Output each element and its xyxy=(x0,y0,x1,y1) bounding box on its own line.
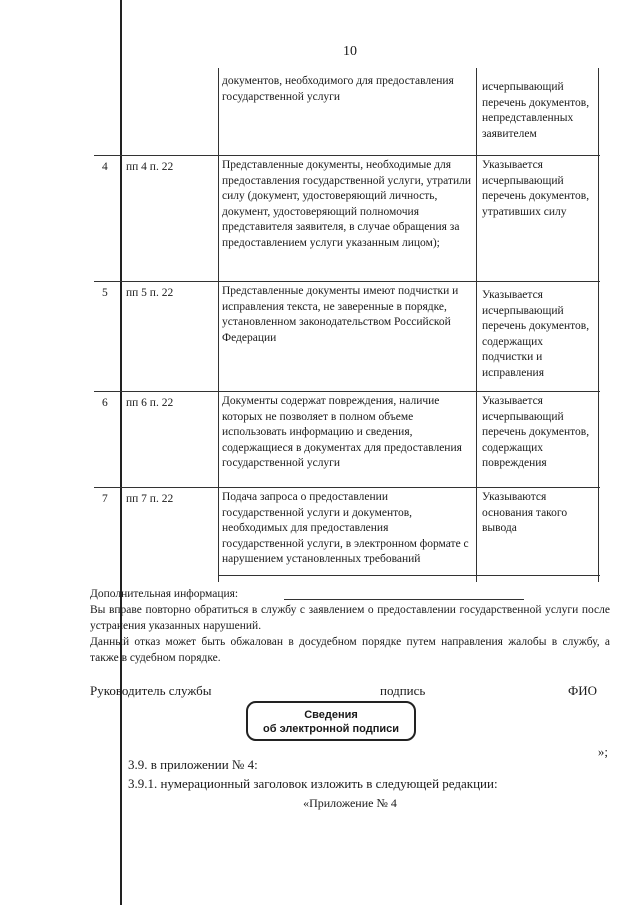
table-row xyxy=(94,282,600,392)
table-row xyxy=(94,156,600,282)
reason-cell: Представленные документы, необходимые для предоставления государственной услуги, утратили силу (документ, удостоверяющий личность, документ, удостоверяющий полномочия представителя заявителя, в случае обращения за предоставлением услуги указанным лицом); xyxy=(222,159,472,249)
e-signature-box xyxy=(246,701,416,741)
e-signature-line2: об электронной подписи xyxy=(263,723,399,735)
e-signature-line1: Сведения xyxy=(304,709,358,721)
explanation-cell: Указывается исчерпывающий перечень документов, утративших силу xyxy=(482,159,590,218)
reason-cell: Представленные документы имеют подчистки и исправления текста, не заверенные в порядке, установленном законодательством Российской Федерации xyxy=(222,285,459,344)
row-number: 5 xyxy=(102,287,108,299)
reapply-paragraph: Вы вправе повторно обратиться в службу с заявлением о предоставлении государственной услуги после устранения указанных нарушений. xyxy=(90,604,610,632)
legal-reference: пп 5 п. 22 xyxy=(126,287,174,299)
explanation-cell: исчерпывающий перечень документов, непредставленных заявителем xyxy=(482,81,590,140)
amendment-3-9: 3.9. в приложении № 4: xyxy=(128,757,258,772)
table-row xyxy=(94,488,600,582)
reason-cell: Подача запроса о предоставлении государственной услуги и документов, необходимых для предоставления государственной услуги, в электронном формате с нарушением установленных требований xyxy=(222,491,469,565)
reason-cell: документов, необходимого для предоставления государственной услуги xyxy=(222,75,454,103)
closing-quote: »; xyxy=(597,744,608,759)
reason-cell: Документы содержат повреждения, наличие которых не позволяет в полном объеме использовать информацию и сведения, содержащиеся в документах для предоставления государственной услуги xyxy=(222,395,462,469)
table-row xyxy=(94,392,600,488)
additional-info-line xyxy=(284,599,524,600)
row-number: 7 xyxy=(102,493,108,505)
additional-info-label: Дополнительная информация: xyxy=(90,588,239,600)
explanation-cell: Указывается исчерпывающий перечень документов, содержащих подчистки и исправления xyxy=(482,289,590,379)
head-label: Руководитель службы xyxy=(90,683,212,698)
appeal-paragraph: Данный отказ может быть обжалован в досудебном порядке путем направления жалобы в службу, а также в судебном порядке. xyxy=(90,636,610,664)
page-number: 10 xyxy=(343,44,357,59)
reasons-table xyxy=(94,68,600,582)
full-name-label: ФИО xyxy=(568,683,598,698)
row-number: 6 xyxy=(102,397,108,409)
row-number: 4 xyxy=(102,161,108,173)
amendment-3-9-1: 3.9.1. нумерационный заголовок изложить в следующей редакции: xyxy=(128,776,498,791)
table-row xyxy=(94,68,600,156)
explanation-cell: Указывается исчерпывающий перечень документов, содержащих повреждения xyxy=(482,395,590,469)
legal-reference: пп 4 п. 22 xyxy=(126,161,174,173)
explanation-cell: Указываются основания такого вывода xyxy=(482,491,568,534)
appendix-heading: «Приложение № 4 xyxy=(303,796,397,810)
legal-reference: пп 7 п. 22 xyxy=(126,493,174,505)
signature-label: подпись xyxy=(380,683,426,698)
legal-reference: пп 6 п. 22 xyxy=(126,397,174,409)
